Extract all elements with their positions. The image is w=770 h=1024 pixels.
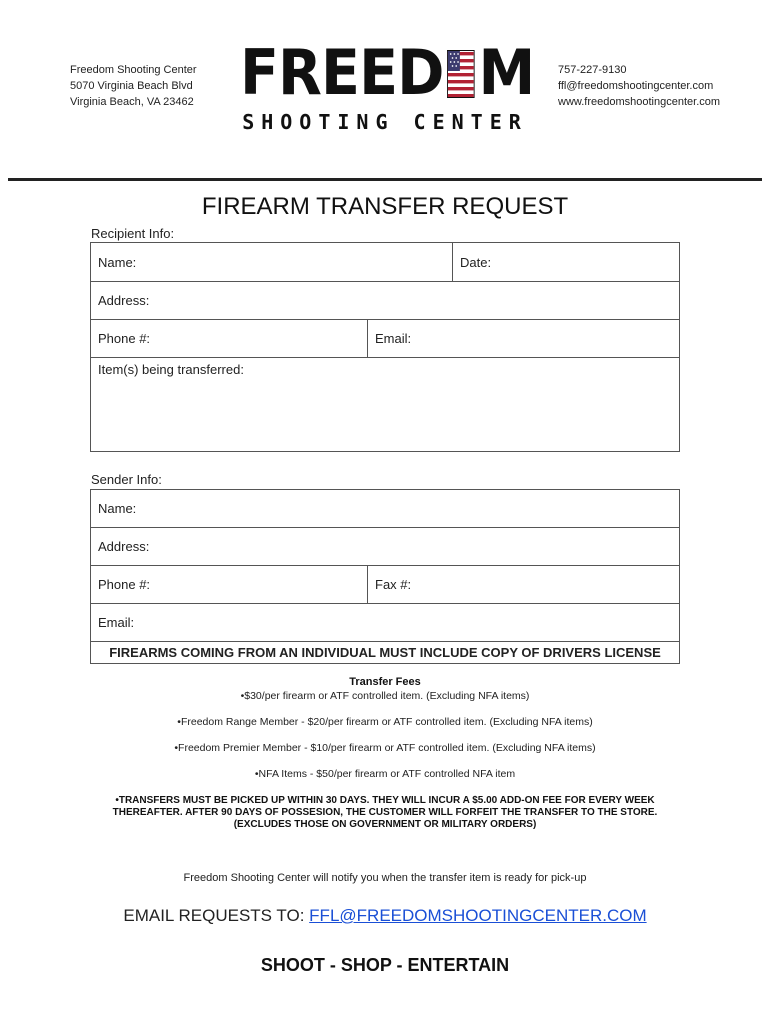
recipient-phone-field[interactable] [91, 320, 368, 358]
license-notice: FIREARMS COMING FROM AN INDIVIDUAL MUST INCLUDE COPY OF DRIVERS LICENSE [91, 642, 680, 664]
sender-form [90, 489, 680, 664]
fee-item: •Freedom Premier Member - $10/per firearm or ATF controlled item. (Excluding NFA items) [174, 742, 596, 754]
warning-line: •TRANSFERS MUST BE PICKED UP WITHIN 30 DAYS. THEY WILL INCUR A $5.00 ADD-ON FEE FOR EVERY WEEK [115, 795, 655, 806]
tagline: SHOOT - SHOP - ENTERTAIN [260, 955, 510, 975]
field-label: Address: [98, 539, 150, 554]
pickup-warning [0, 795, 770, 831]
recipient-items-field[interactable] [91, 358, 680, 452]
sender-name-field[interactable] [91, 490, 680, 528]
page-title: FIREARM TRANSFER REQUEST [201, 193, 569, 220]
field-label: Email: [98, 615, 135, 630]
field-label: Name: [98, 254, 137, 270]
recipient-contact-form [90, 319, 680, 452]
field-label: Item(s) being transferred: [98, 362, 244, 377]
recipient-name-field[interactable] [91, 243, 453, 282]
fee-item: •NFA Items - $50/per firearm or ATF controlled NFA item [254, 768, 516, 780]
field-label: Phone #: [98, 331, 151, 346]
address-line: Freedom Shooting Center [70, 64, 197, 76]
store-contact [558, 62, 720, 110]
recipient-section-label: Recipient Info: [91, 226, 175, 241]
address-line: Virginia Beach, VA 23462 [70, 96, 194, 108]
recipient-date-field[interactable] [453, 243, 680, 282]
logo-wordmark: FREED M [240, 36, 535, 109]
field-label: Phone #: [98, 577, 151, 592]
notify-text: Freedom Shooting Center will notify you when the transfer item is ready for pick-up [183, 872, 587, 884]
field-label: Date: [460, 254, 492, 270]
website: www.freedomshootingcenter.com [558, 96, 721, 108]
sender-email-field[interactable] [91, 604, 680, 642]
email-requests-label: EMAIL REQUESTS TO: [123, 906, 310, 925]
fee-item: •Freedom Range Member - $20/per firearm or ATF controlled item. (Excluding NFA items) [177, 716, 593, 728]
warning-line: THEREAFTER. AFTER 90 DAYS OF POSSESION, THE CUSTOMER WILL FORFEIT THE TRANSFER TO THE STORE. [112, 807, 658, 818]
fees-title: Transfer Fees [349, 676, 421, 688]
recipient-form [90, 242, 680, 320]
flag-icon [447, 44, 475, 92]
field-label: Email: [375, 331, 412, 346]
field-label: Fax #: [375, 577, 412, 592]
email-requests [0, 906, 770, 926]
address-line: 5070 Virginia Beach Blvd [70, 80, 193, 92]
email-address: ffl@freedomshootingcenter.com [558, 80, 714, 92]
email-link[interactable]: FFL@FREEDOMSHOOTINGCENTER.COM [309, 906, 647, 925]
sender-phone-field[interactable] [91, 566, 368, 604]
header-divider [8, 178, 762, 181]
field-label: Name: [98, 501, 137, 516]
phone-number: 757-227-9130 [558, 64, 627, 76]
sender-fax-field[interactable] [368, 566, 680, 604]
fee-item: •$30/per firearm or ATF controlled item. (Excluding NFA items) [240, 690, 530, 702]
store-address [70, 62, 197, 110]
recipient-address-field[interactable] [91, 282, 680, 320]
warning-line: (EXCLUDES THOSE ON GOVERNMENT OR MILITARY ORDERS) [233, 819, 537, 830]
sender-section-label: Sender Info: [91, 472, 162, 487]
sender-address-field[interactable] [91, 528, 680, 566]
field-label: Address: [98, 293, 150, 308]
logo-subtitle: SHOOTING CENTER [242, 110, 528, 134]
recipient-email-field[interactable] [368, 320, 680, 358]
freedom-logo [240, 36, 535, 135]
